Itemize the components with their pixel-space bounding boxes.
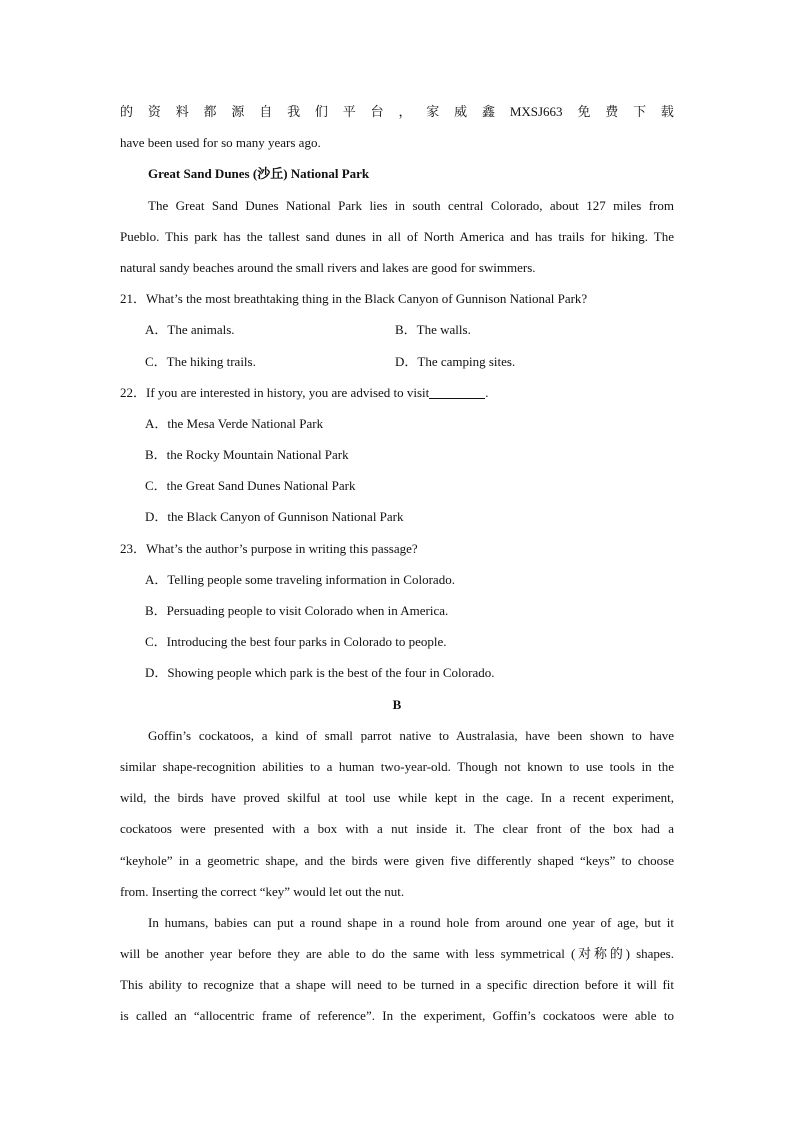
section-b-label: B bbox=[392, 696, 402, 712]
header-char: 台 bbox=[370, 104, 384, 119]
question-22-option-a: A．the Mesa Verde National Park bbox=[145, 415, 324, 431]
paragraph-line: cockatoos were presented with a box with a nut inside it. The clear front of the box had a bbox=[120, 821, 674, 837]
question-22-stem-end: . bbox=[485, 384, 489, 400]
header-char: 下 bbox=[633, 104, 647, 119]
header-char: 们 bbox=[314, 104, 328, 119]
header-char: ， bbox=[398, 104, 412, 119]
answer-blank bbox=[429, 384, 485, 399]
question-21-option-a: A．The animals. bbox=[145, 322, 235, 338]
dunes-title: Great Sand Dunes (沙丘) National Park bbox=[148, 166, 370, 182]
header-char: 我 bbox=[287, 104, 301, 119]
header-char: 的 bbox=[120, 104, 134, 119]
header-char: 都 bbox=[203, 104, 217, 119]
paragraph-line: will be another year before they are able to do the same with less symmetrical (对称的) shapes. bbox=[120, 946, 674, 962]
header-char: 鑫 bbox=[481, 104, 495, 119]
header-code: MXSJ663 bbox=[509, 104, 563, 119]
question-22-option-b: B．the Rocky Mountain National Park bbox=[145, 447, 349, 463]
header-char: 家 bbox=[426, 104, 440, 119]
header-char: 资 bbox=[147, 104, 161, 119]
header-char: 费 bbox=[605, 104, 619, 119]
paragraph-line: Goffin’s cockatoos, a kind of small parrot native to Australasia, have been shown to have bbox=[148, 727, 674, 743]
document-page bbox=[120, 96, 674, 1032]
paragraph-line: is called an “allocentric frame of reference”. In the experiment, Goffin’s cockatoos were able to bbox=[120, 1008, 674, 1024]
question-21-options-row bbox=[120, 314, 674, 345]
question-21-stem: 21．What’s the most breathtaking thing in the Black Canyon of Gunnison National Park? bbox=[120, 291, 588, 307]
question-21-option-d: D．The camping sites. bbox=[395, 353, 516, 369]
paragraph-line: from. Inserting the correct “key” would let out the nut. bbox=[120, 883, 405, 899]
paragraph-line: wild, the birds have proved skilful at tool use while kept in the cage. In a recent experiment, bbox=[120, 790, 674, 806]
question-22-stem bbox=[120, 377, 674, 408]
question-22-option-d: D．the Black Canyon of Gunnison National Park bbox=[145, 509, 404, 525]
paragraph-line: In humans, babies can put a round shape in a round hole from around one year of age, but it bbox=[148, 914, 674, 930]
question-23-option-d: D．Showing people which park is the best of the four in Colorado. bbox=[145, 665, 495, 681]
question-23-option-a: A．Telling people some traveling information in Colorado. bbox=[145, 571, 455, 587]
question-22-option-c: C．the Great Sand Dunes National Park bbox=[145, 478, 356, 494]
header-char: 平 bbox=[342, 104, 356, 119]
header-char: 自 bbox=[259, 104, 273, 119]
intro-tail: have been used for so many years ago. bbox=[120, 135, 321, 151]
question-23-stem: 23．What’s the author’s purpose in writing this passage? bbox=[120, 540, 418, 556]
question-21-option-c: C．The hiking trails. bbox=[145, 353, 256, 369]
header-char: 源 bbox=[231, 104, 245, 119]
dunes-line: The Great Sand Dunes National Park lies in south central Colorado, about 127 miles from bbox=[148, 197, 674, 213]
question-22-stem-text: 22．If you are interested in history, you are advised to visit bbox=[120, 384, 430, 400]
question-23-option-c: C．Introducing the best four parks in Colorado to people. bbox=[145, 634, 447, 650]
dunes-line: natural sandy beaches around the small rivers and lakes are good for swimmers. bbox=[120, 259, 536, 275]
question-23-option-b: B．Persuading people to visit Colorado when in America. bbox=[145, 603, 449, 618]
page-header bbox=[120, 96, 674, 127]
question-21-options-row bbox=[120, 346, 674, 377]
header-char: 免 bbox=[577, 104, 591, 119]
paragraph-line: This ability to recognize that a shape will need to be turned in a specific direction before it will fit bbox=[120, 977, 674, 993]
paragraph-line: “keyhole” in a geometric shape, and the birds were given five differently shaped “keys” to choose bbox=[120, 852, 674, 868]
paragraph-line: similar shape-recognition abilities to a human two-year-old. Though not known to use tools in the bbox=[120, 758, 674, 774]
dunes-line: Pueblo. This park has the tallest sand dunes in all of North America and has trails for hiking. The bbox=[120, 228, 674, 244]
header-char: 载 bbox=[660, 104, 674, 119]
question-21-option-b: B．The walls. bbox=[395, 322, 471, 338]
header-char: 料 bbox=[175, 104, 189, 119]
header-char: 威 bbox=[454, 104, 468, 119]
